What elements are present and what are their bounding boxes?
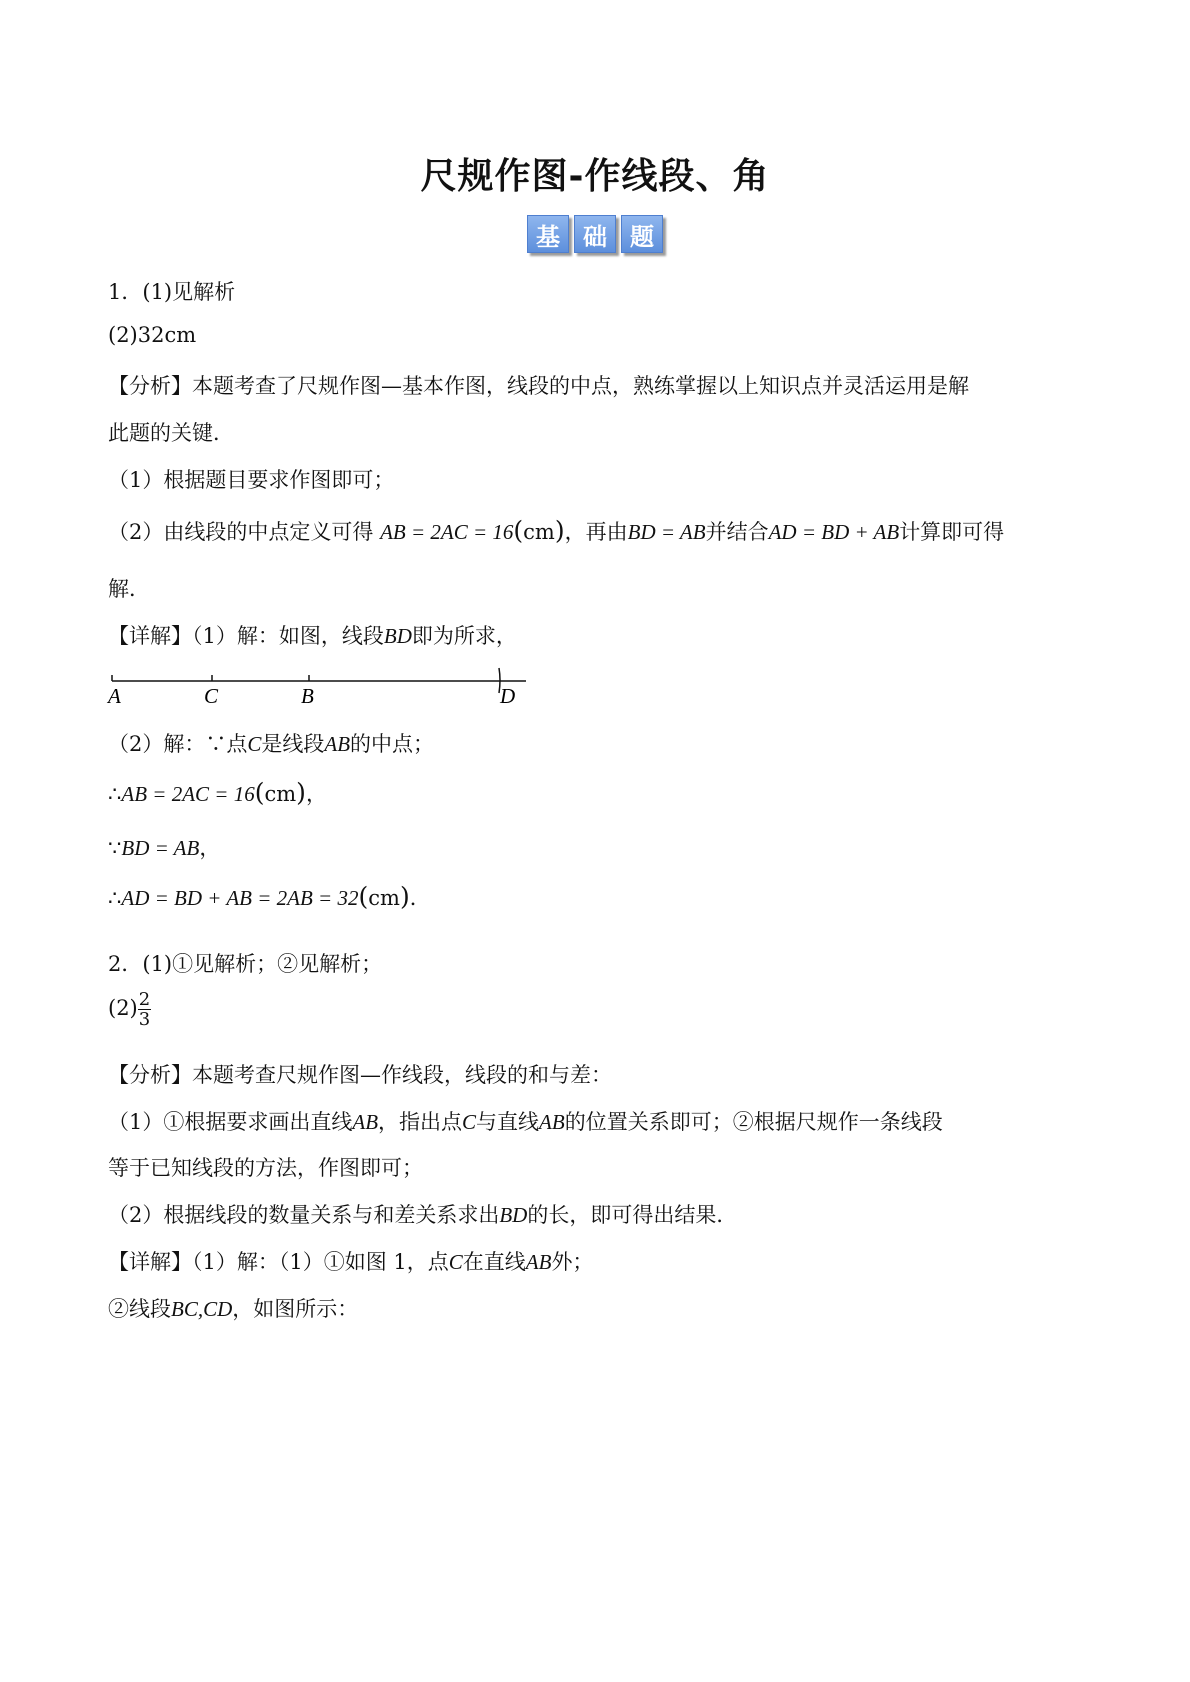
fraction-numerator: 2 [138, 989, 151, 1010]
q1-step2-unit: cm [523, 520, 555, 544]
q1-sol2-text-b: 是线段 [261, 732, 325, 756]
q1-sol2-text-a: （2）解：∵点 [108, 732, 248, 756]
q2-d1-text-a: 【详解】（1）解：（1）①如图 1，点 [108, 1250, 449, 1274]
q2-d1-ab: AB [525, 1250, 552, 1274]
q2-s1-text-a: （1）①根据要求画出直线 [108, 1110, 353, 1134]
segment-figure [100, 660, 540, 708]
q1-proof-line2 [108, 832, 220, 862]
q1-step1: （1）根据题目要求作图即可； [108, 468, 395, 492]
q1-proof-unit3: cm [368, 886, 400, 910]
q2-answer-2 [108, 990, 151, 1029]
q1-sol2-c: C [247, 732, 262, 756]
q2-s2-text-a: （2）根据线段的数量关系与和差关系求出 [108, 1203, 500, 1227]
fraction-denominator: 3 [138, 1009, 151, 1030]
q2-ans1-text: (1)①见解析；②见解析； [142, 952, 383, 976]
q2-s1-text-e: 的位置关系即可；②根据尺规作一条线段 [564, 1110, 943, 1134]
q2-fraction [138, 990, 151, 1029]
q2-s1-text-d: 与直线 [476, 1110, 540, 1134]
q2-ans2-prefix: (2) [108, 996, 138, 1020]
q1-step2-eq2: BD = AB [627, 520, 706, 544]
q2-d2-text-a: ②线段 [108, 1297, 171, 1321]
q2-d2-text-b: ，如图所示： [232, 1297, 359, 1321]
label-a: A [108, 684, 121, 708]
label-d: D [500, 684, 516, 708]
difficulty-badges [0, 215, 1190, 253]
q1-proof-unit1: cm [264, 782, 297, 806]
q1-step2-eq1: AB = 2AC = 16 [380, 520, 514, 544]
badge-ji: 基 [527, 215, 569, 253]
q2-step1-line1 [108, 1106, 943, 1136]
q1-step2-line2: 解． [108, 577, 150, 601]
q2-s1-ab: AB [352, 1110, 379, 1134]
q2-analysis: 【分析】本题考查尺规作图—作线段，线段的和与差： [108, 1063, 612, 1087]
q2-d1-text-d: 外； [551, 1250, 594, 1274]
label-b: B [301, 684, 314, 708]
q1-detail-bd: BD [383, 624, 412, 648]
q2-s1-text-b: ，指出点 [378, 1110, 463, 1134]
q1-answer-2: (2)32cm [108, 323, 197, 347]
q1-detail-text-b: 即为所求， [411, 624, 517, 648]
q1-sol2-text-d: 的中点； [350, 732, 435, 756]
badge-ti: 题 [621, 215, 663, 253]
q2-step2 [108, 1199, 737, 1229]
because-symbol: ∵ [108, 836, 122, 860]
q1-step2-text-c: 并结合 [705, 520, 769, 544]
q2-step1-line2: 等于已知线段的方法，作图即可； [108, 1156, 423, 1180]
q2-answer-1 [108, 948, 382, 978]
q2-s1-c: C [462, 1110, 477, 1134]
q1-analysis-line1: 【分析】本题考查了尺规作图—基本作图，线段的中点，熟练掌握以上知识点并灵活运用是解 [108, 374, 969, 398]
q1-proof-eq1: AB = 2AC = 16 [121, 782, 255, 806]
q1-answer-1 [108, 276, 235, 306]
page-title: 尺规作图-作线段、角 [420, 156, 770, 197]
q1-step2-eq3: AD = BD + AB [768, 520, 900, 544]
q1-proof-punct3: ． [409, 886, 431, 910]
q2-s2-bd: BD [499, 1203, 528, 1227]
q1-step2-text-d: 计算即可得 [899, 520, 1005, 544]
q1-proof-eq2: BD = AB [121, 836, 200, 860]
q1-proof-eq3: AD = BD + AB = 2AB = 32 [121, 886, 359, 910]
q1-step2-text-b: ，再由 [564, 520, 628, 544]
q2-detail-2 [108, 1293, 358, 1323]
q1-proof-punct1: ， [305, 782, 327, 806]
therefore-symbol: ∴ [108, 782, 122, 806]
q1-proof-line3: ∴AD = BD + AB = 2AB = 32(cm)． [108, 882, 431, 911]
q1-proof-line1: ∴AB = 2AC = 16(cm)， [108, 778, 327, 807]
badge-chu: 础 [574, 215, 616, 253]
q1-ans1-text: (1)见解析 [142, 280, 236, 304]
q2-d2-segments: BC,CD [171, 1297, 233, 1321]
q1-number: 1． [108, 280, 143, 304]
q2-d1-text-b: 在直线 [462, 1250, 526, 1274]
q1-solution2 [108, 728, 434, 758]
q2-detail-1 [108, 1246, 593, 1276]
q1-proof-punct2: ， [199, 836, 221, 860]
therefore-symbol-2: ∴ [108, 886, 122, 910]
label-c: C [204, 684, 219, 708]
q1-detail [108, 620, 517, 650]
q1-step2-text-a: （2）由线段的中点定义可得 [108, 520, 374, 544]
q2-number: 2． [108, 952, 143, 976]
q1-analysis-line2: 此题的关键． [108, 421, 234, 445]
q2-s1-ab2: AB [539, 1110, 565, 1134]
q1-step2-line1: （2）由线段的中点定义可得 AB = 2AC = 16(cm)，再由BD = AB并结合AD = BD + AB计算即可得 [108, 516, 1005, 545]
q1-detail-text-a: 【详解】（1）解：如图，线段 [108, 624, 384, 648]
q2-s2-text-b: 的长，即可得出结果． [527, 1203, 738, 1227]
q2-d1-c: C [448, 1250, 463, 1274]
q1-sol2-ab: AB [324, 732, 351, 756]
